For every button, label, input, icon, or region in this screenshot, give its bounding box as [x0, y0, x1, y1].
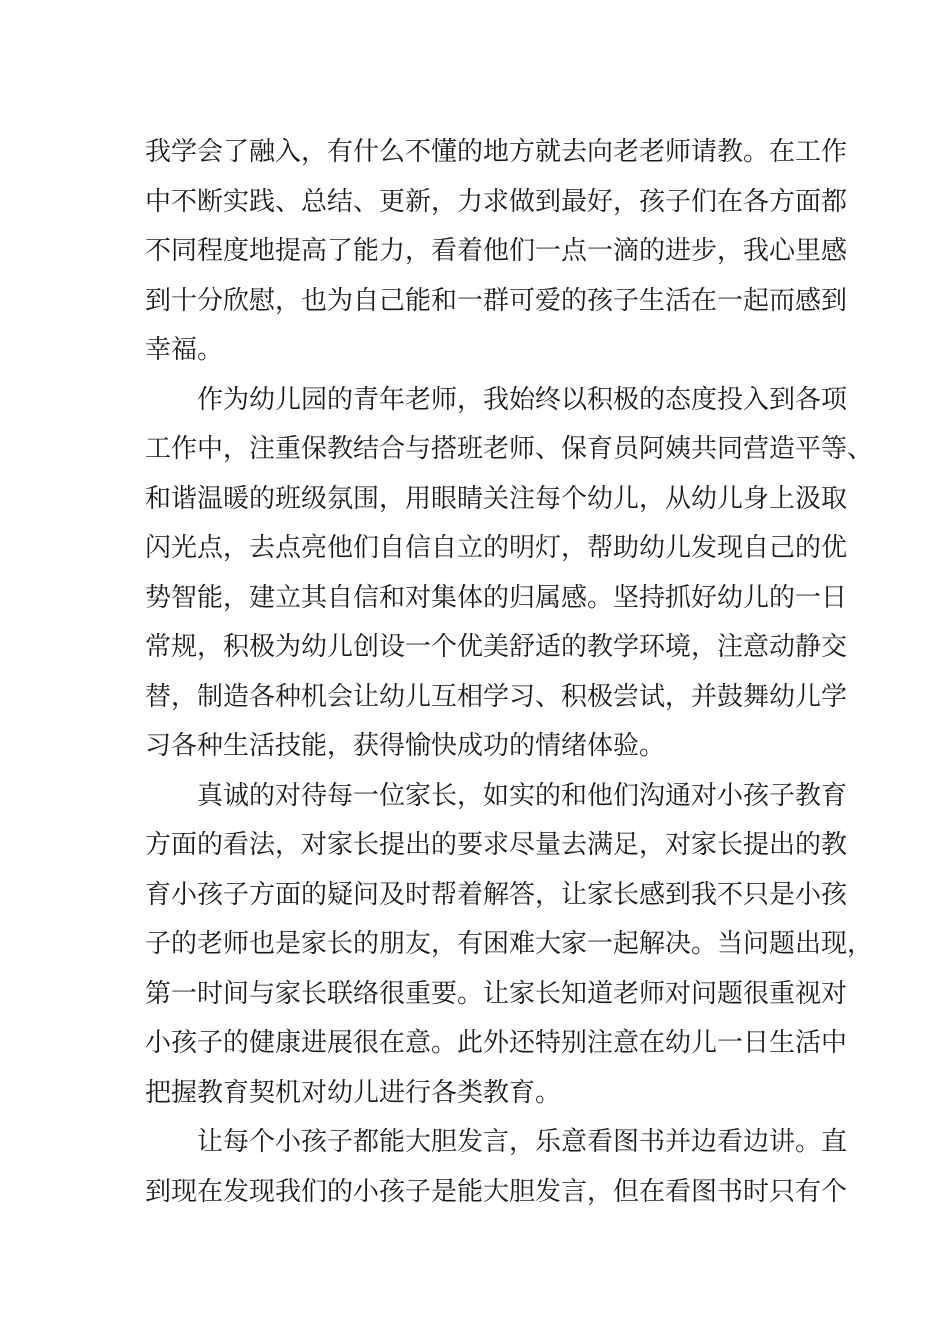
- text-line: 作为幼儿园的青年老师，我始终以积极的态度投入到各项: [197, 384, 848, 415]
- text-line: 子的老师也是家长的朋友，有困难大家一起解决。当问题出现，: [145, 929, 874, 959]
- paragraph-1: [145, 128, 848, 376]
- text-line: 幸福。: [145, 335, 224, 365]
- text-line: 把握教育契机对幼儿进行各类教育。: [145, 1077, 562, 1108]
- text-line: 替，制造各种机会让幼儿互相学习、积极尝试，并鼓舞幼儿学: [145, 681, 848, 712]
- text-line: 让每个小孩子都能大胆发言，乐意看图书并边看边讲。直: [197, 1127, 848, 1157]
- text-line: 到现在发现我们的小孩子是能大胆发言，但在看图书时只有个: [145, 1176, 848, 1207]
- text-line: 小孩子的健康进展很在意。此外还特别注意在幼儿一日生活中: [145, 1028, 848, 1058]
- paragraph-2: [145, 376, 874, 772]
- paragraph-4: [145, 1118, 848, 1217]
- text-line: 到十分欣慰，也为自己能和一群可爱的孩子生活在一起而感到: [145, 285, 848, 316]
- paragraph-3: [145, 772, 874, 1119]
- text-line: 习各种生活技能，获得愉快成功的情绪体验。: [145, 731, 666, 761]
- text-line: 工作中，注重保教结合与搭班老师、保育员阿姨共同营造平等、: [145, 434, 874, 464]
- text-line: 常规，积极为幼儿创设一个优美舒适的教学环境，注意动静交: [145, 632, 848, 662]
- text-line: 不同程度地提高了能力，看着他们一点一滴的进步，我心里感: [145, 236, 848, 266]
- text-line: 育小孩子方面的疑问及时帮着解答，让家长感到我不只是小孩: [145, 879, 848, 910]
- document-body: [145, 128, 874, 1217]
- text-line: 真诚的对待每一位家长，如实的和他们沟通对小孩子教育: [197, 780, 848, 811]
- text-line: 第一时间与家长联络很重要。让家长知道老师对问题很重视对: [145, 978, 848, 1009]
- text-line: 我学会了融入，有什么不懂的地方就去向老老师请教。在工作: [145, 137, 848, 167]
- text-line: 闪光点，去点亮他们自信自立的明灯，帮助幼儿发现自己的优: [145, 533, 848, 563]
- text-line: 中不断实践、总结、更新，力求做到最好，孩子们在各方面都: [145, 186, 848, 217]
- text-line: 势智能，建立其自信和对集体的归属感。坚持抓好幼儿的一日: [145, 582, 848, 613]
- text-line: 方面的看法，对家长提出的要求尽量去满足，对家长提出的教: [145, 830, 848, 860]
- text-line: 和谐温暖的班级氛围，用眼睛关注每个幼儿，从幼儿身上汲取: [145, 483, 848, 514]
